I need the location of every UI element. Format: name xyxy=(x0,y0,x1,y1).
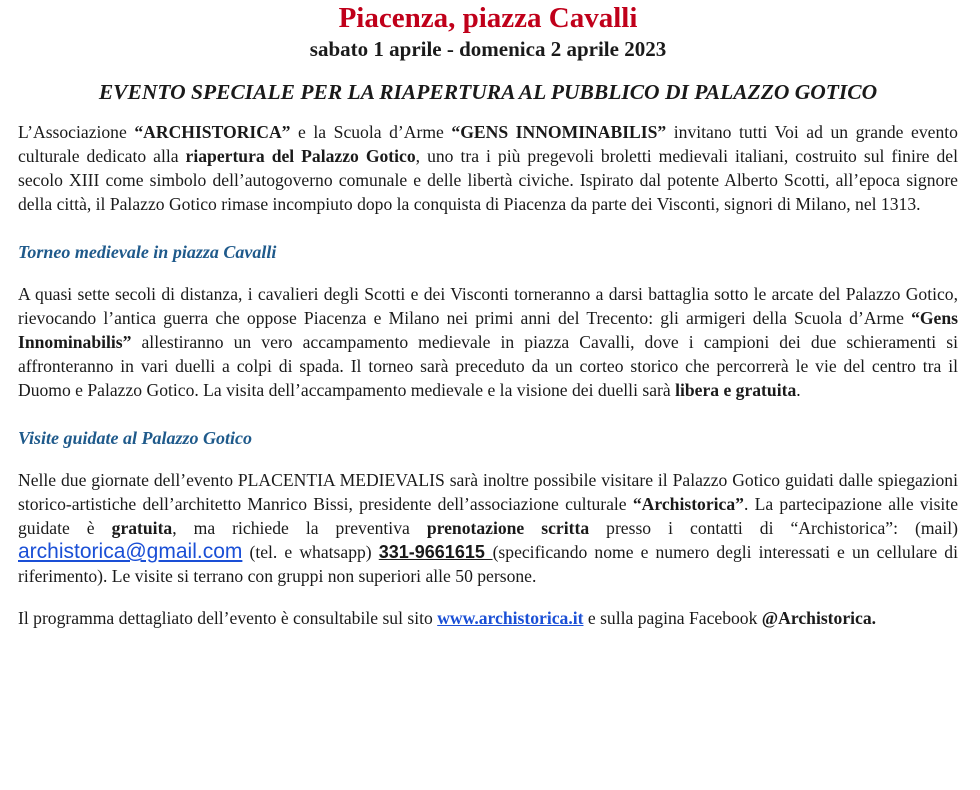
free-entry-highlight: libera e gratuita xyxy=(675,380,797,400)
website-link[interactable]: www.archistorica.it xyxy=(437,608,584,628)
visite-text: (tel. e whatsapp) xyxy=(242,542,379,562)
visite-text: . La partecipazione alle visite guidate è xyxy=(18,494,958,538)
archistorica-name: “Archistorica” xyxy=(632,494,744,514)
facebook-handle[interactable]: @Archistorica. xyxy=(761,608,877,628)
booking-highlight: prenotazione scritta xyxy=(426,518,590,538)
footer-text: Il programma dettagliato dell’evento è consultabile sul sito xyxy=(18,608,438,628)
email-link[interactable]: archistorica@gmail.com xyxy=(18,540,243,563)
event-title: Piacenza, piazza Cavalli xyxy=(338,2,638,34)
intro-text: e la Scuola d’Arme xyxy=(290,122,452,142)
footer-paragraph xyxy=(18,606,958,630)
free-highlight: gratuita xyxy=(111,518,173,538)
gens-innominabilis-name: “Gens Innominabilis” xyxy=(18,308,958,352)
phone-number[interactable]: 331-9661615 xyxy=(378,542,493,562)
footer-text: e sulla pagina Facebook xyxy=(583,608,762,628)
intro-text: invitano tutti Voi ad un grande evento culturale dedicato alla xyxy=(18,122,958,166)
torneo-text: . xyxy=(796,380,801,400)
archistorica-name: “ARCHISTORICA” xyxy=(134,122,291,142)
gens-innominabilis-name: “GENS INNOMINABILIS” xyxy=(451,122,667,142)
event-dates: sabato 1 aprile - domenica 2 aprile 2023 xyxy=(309,37,667,61)
visite-paragraph xyxy=(18,468,958,588)
visite-text: Nelle due giornate dell’evento PLACENTIA MEDIEVALIS sarà inoltre possibile visitare il Palazzo Gotico guidati dalle spiegazioni storico-artistiche dell’architetto Manrico Bissi, presidente dell’associazione culturale xyxy=(18,470,958,514)
section-heading-torneo: Torneo medievale in piazza Cavalli xyxy=(18,242,277,262)
intro-paragraph xyxy=(18,120,958,216)
document xyxy=(18,0,958,630)
event-headline: EVENTO SPECIALE PER LA RIAPERTURA AL PUBBLICO DI PALAZZO GOTICO xyxy=(98,80,878,104)
visite-text: , ma richiede la preventiva xyxy=(172,518,427,538)
torneo-text: A quasi sette secoli di distanza, i cavalieri degli Scotti e dei Visconti torneranno a darsi battaglia sotto le arcate del Palazzo Gotico, rievocando l’antica guerra che oppose Piacenza e Milano nei primi anni del Trecento: gli armigeri della Scuola d’Arme xyxy=(18,284,958,328)
section-heading-visite: Visite guidate al Palazzo Gotico xyxy=(18,428,253,448)
visite-text: (specificando nome e numero degli interessati e un cellulare di riferimento). Le visite si terrano con gruppi non superiori alle 50 persone. xyxy=(18,542,958,586)
intro-text: L’Associazione xyxy=(18,122,135,142)
reopening-highlight: riapertura del Palazzo Gotico xyxy=(185,146,416,166)
torneo-text: allestiranno un vero accampamento medievale in piazza Cavalli, dove i campioni dei due schieramenti si affronteranno in vari duelli a colpi di spada. Il torneo sarà preceduto da un corteo storico che percorrerà le vie del centro tra il Duomo e Palazzo Gotico. La visita dell’accampamento medievale e la visione dei duelli sarà xyxy=(18,332,958,400)
visite-text: presso i contatti di “Archistorica”: (mail) xyxy=(589,518,958,538)
torneo-paragraph xyxy=(18,282,958,402)
intro-text: , uno tra i più pregevoli broletti medievali italiani, costruito sul finire del secolo XIII come simbolo dell’autogoverno comunale e delle libertà civiche. Ispirato dal potente Alberto Scotti, all’epoca signore della città, il Palazzo Gotico rimase incompiuto dopo la conquista di Piacenza da parte dei Visconti, signori di Milano, nel 1313. xyxy=(18,146,958,214)
